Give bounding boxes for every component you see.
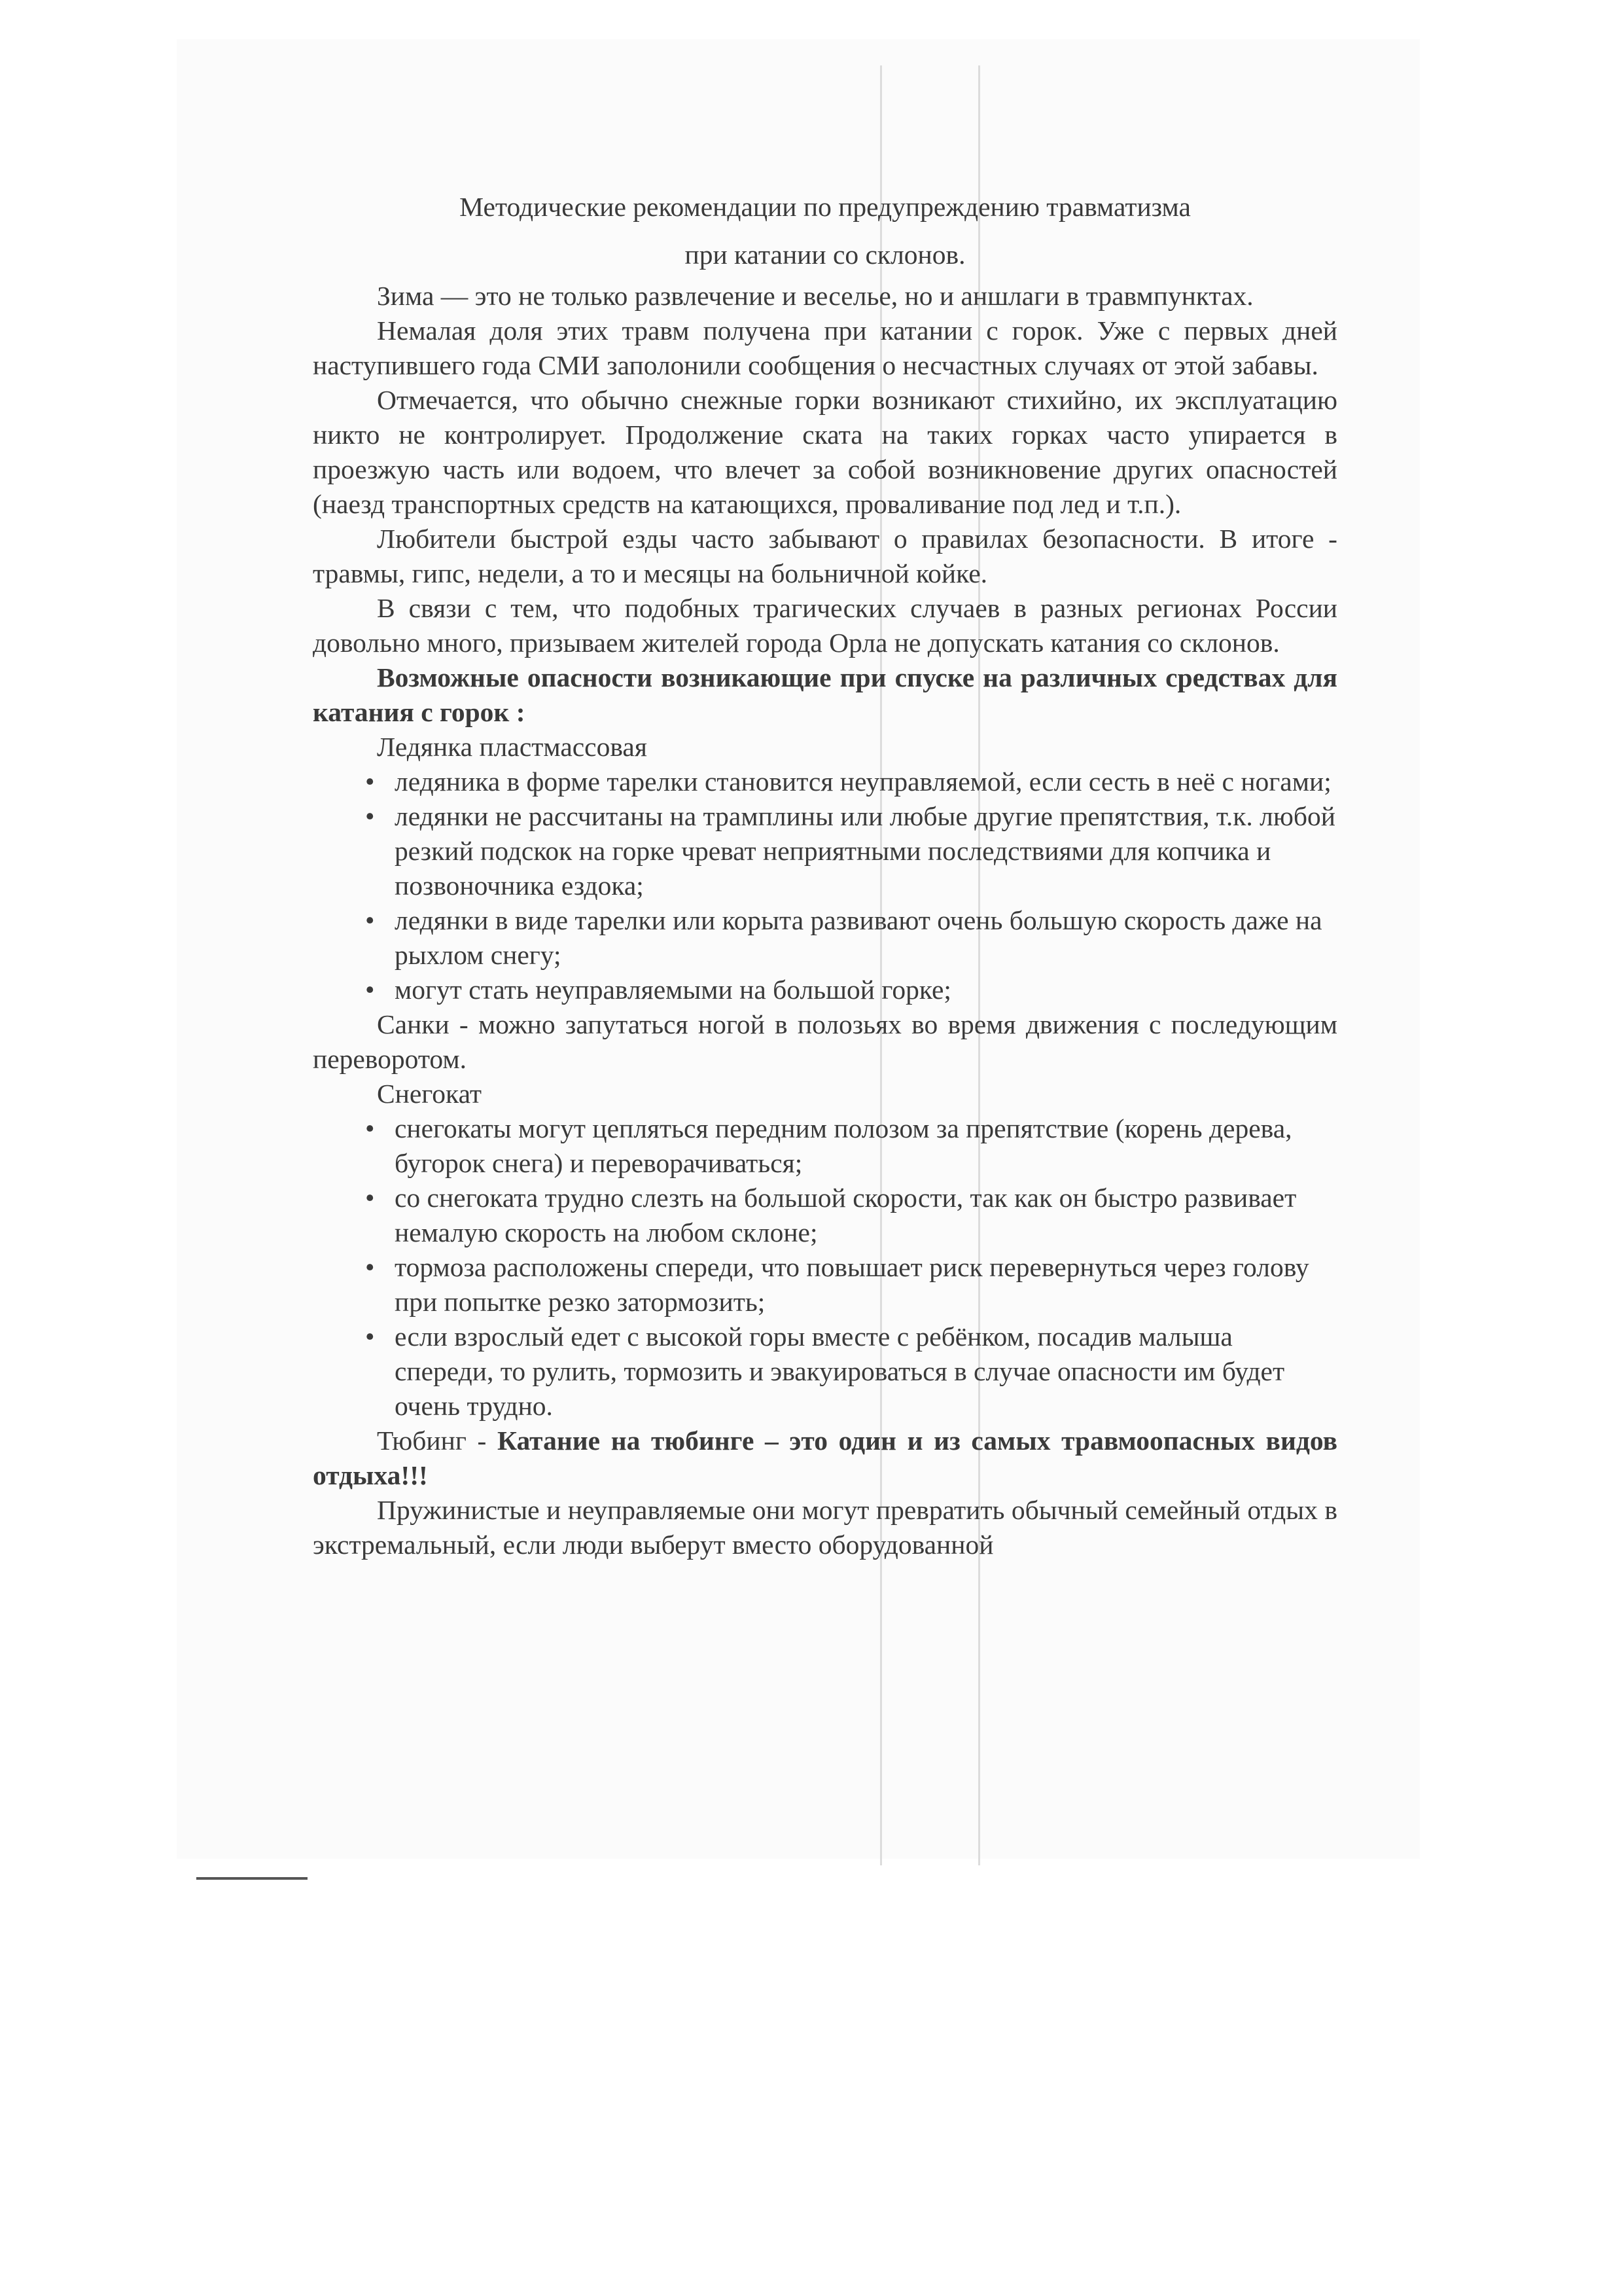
bullet-icon: • [365, 1113, 375, 1143]
sheet-edge-mark [196, 1877, 308, 1880]
list-item [365, 1319, 1337, 1424]
list-item-text: ледянки в виде тарелки или корыта развивают очень большую скорость даже на рыхлом снегу; [395, 905, 1322, 970]
bullet-icon: • [365, 905, 375, 935]
list-item [365, 799, 1337, 903]
list-item-text: ледянки не рассчитаны на трамплины или любые другие препятствия, т.к. любой резкий подскок на горке чреват неприятными последствиями для копчика и позвоночника ездока; [395, 801, 1335, 901]
paragraph-spontaneous-slopes: Отмечается, что обычно снежные горки возникают стихийно, их эксплуатацию никто не контролирует. Продолжение ската на таких горках часто упирается в проезжую часть или водоем, что влечет за собой возникновение других опасностей (наезд транспортных средств на катающихся, проваливание под лед и т.п.). [313, 385, 1337, 519]
document-title-line-1: Методические рекомендации по предупреждению травматизма [459, 192, 1191, 222]
tubing-paragraph [313, 1424, 1337, 1493]
list-item [365, 1111, 1337, 1181]
ledyanka-list [365, 764, 1337, 1007]
sanki-paragraph: Санки - можно запутаться ногой в полозьях во время движения с последующим переворотом. [313, 1009, 1337, 1074]
list-item-text: тормоза расположены спереди, что повышает риск перевернуться через голову при попытке резко затормозить; [395, 1252, 1309, 1317]
document-body [313, 190, 1337, 1562]
snegokat-list [365, 1111, 1337, 1424]
bullet-icon: • [365, 766, 375, 797]
list-item [365, 764, 1337, 799]
snegokat-heading: Снегокат [377, 1079, 482, 1109]
document-title-line-2: при катании со склонов. [684, 240, 966, 270]
bullet-icon: • [365, 801, 375, 831]
bullet-icon: • [365, 975, 375, 1005]
list-item [365, 903, 1337, 973]
list-item [365, 973, 1337, 1007]
bullet-icon: • [365, 1321, 375, 1352]
paragraph-safety-rules: Любители быстрой езды часто забывают о правилах безопасности. В итоге - травмы, гипс, недели, а то и месяцы на больничной койке. [313, 524, 1337, 588]
paragraph-injuries: Немалая доля этих травм получена при катании с горок. Уже с первых дней наступившего года СМИ заполонили сообщения о несчастных случаях от этой забавы. [313, 315, 1337, 380]
tubing-lead: Тюбинг - [377, 1426, 497, 1456]
list-item [365, 1250, 1337, 1319]
paragraph-intro: Зима — это не только развлечение и веселье, но и аншлаги в травмпунктах. [377, 281, 1254, 311]
final-paragraph: Пружинистые и неуправляемые они могут превратить обычный семейный отдых в экстремальный, если люди выберут вместо оборудованной [313, 1495, 1337, 1560]
bullet-icon: • [365, 1183, 375, 1213]
ledyanka-heading: Ледянка пластмассовая [377, 732, 647, 762]
list-item [365, 1181, 1337, 1250]
list-item-text: со снегоката трудно слезть на большой скорости, так как он быстро развивает немалую скорость на любом склоне; [395, 1183, 1297, 1247]
list-item-text: если взрослый едет с высокой горы вместе с ребёнком, посадив малыша спереди, то рулить, тормозить и эвакуироваться в случае опасности им будет очень трудно. [395, 1321, 1285, 1421]
bullet-icon: • [365, 1252, 375, 1282]
dangers-heading: Возможные опасности возникающие при спуске на различных средствах для катания с горок : [313, 662, 1337, 727]
list-item-text: ледяника в форме тарелки становится неуправляемой, если сесть в неё с ногами; [395, 766, 1332, 797]
paragraph-appeal: В связи с тем, что подобных трагических случаев в разных регионах России довольно много, призываем жителей города Орла не допускать катания со склонов. [313, 593, 1337, 658]
list-item-text: снегокаты могут цепляться передним полозом за препятствие (корень дерева, бугорок снега) и переворачиваться; [395, 1113, 1292, 1178]
tubing-warning: Катание на тюбинге – это один и из самых травмоопасных видов отдыха!!! [313, 1426, 1337, 1490]
list-item-text: могут стать неуправляемыми на большой горке; [395, 975, 951, 1005]
